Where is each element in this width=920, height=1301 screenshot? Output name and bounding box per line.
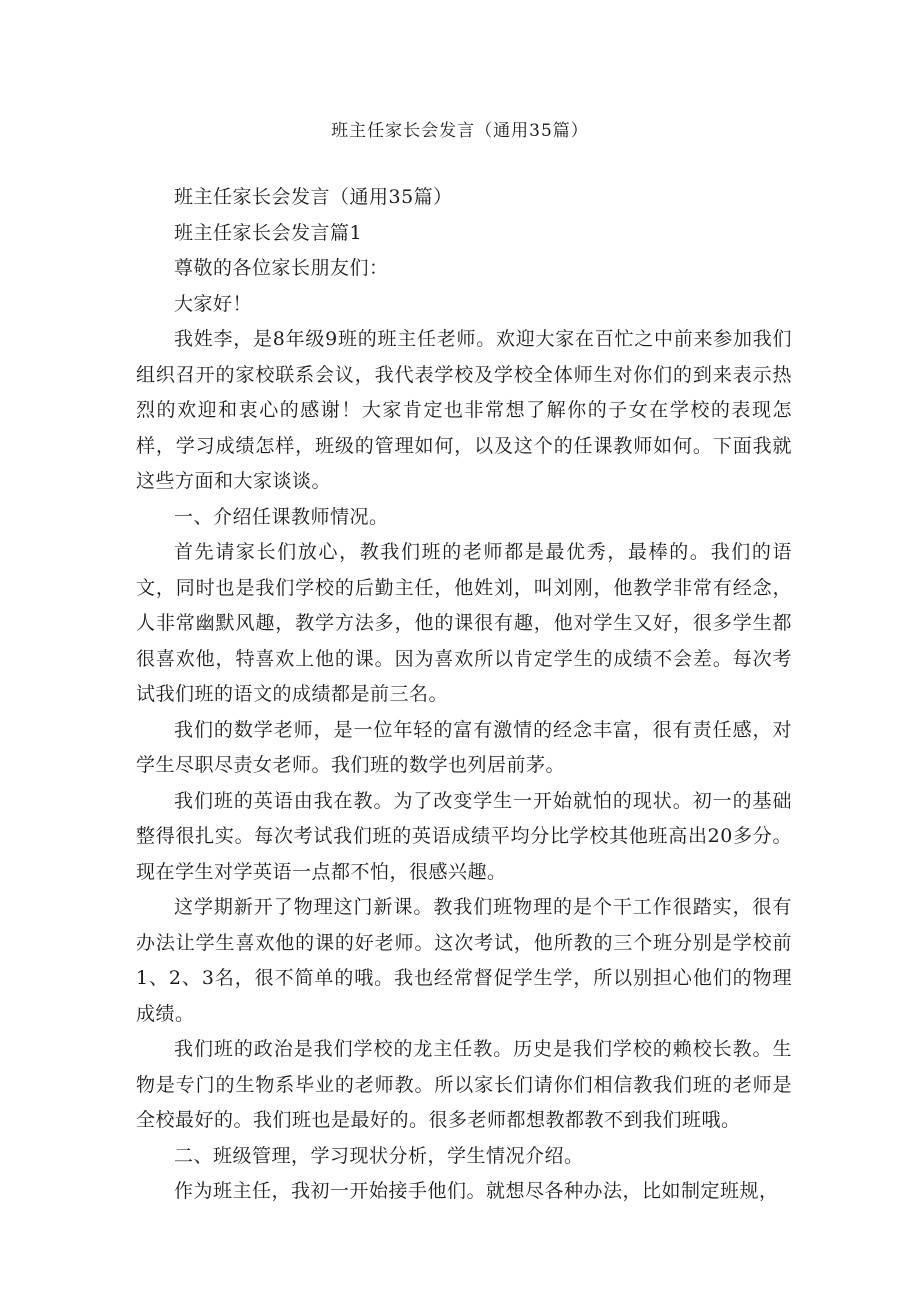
- document-body: [136, 180, 792, 1210]
- paragraph: 我们班的英语由我在教。为了改变学生一开始就怕的现状。初一的基础整得很扎实。每次考试我们班的英语成绩平均分比学校其他班高出20多分。现在学生对学英语一点都不怕，很感兴趣。: [136, 789, 792, 883]
- paragraph: 作为班主任，我初一开始接手他们。就想尽各种办法，比如制定班规，: [174, 1180, 779, 1202]
- section-heading: 班主任家长会发言篇1: [174, 221, 363, 244]
- paragraph: 首先请家长们放心，教我们班的老师都是最优秀，最棒的。我们的语文，同时也是我们学校的后勤主任，他姓刘，叫刘刚，他教学非常有经念，人非常幽默风趣，教学方法多，他的课很有趣，他对学生又好，很多学生都很喜欢他，特喜欢上他的课。因为喜欢所以肯定学生的成绩不会差。每次考试我们班的语文的成绩都是前三名。: [136, 541, 792, 705]
- paragraph: 这学期新开了物理这门新课。教我们班物理的是个干工作很踏实，很有办法让学生喜欢他的课的好老师。这次考试，他所教的三个班分别是学校前1、2、3名，很不简单的哦。我也经常督促学生学，所以别担心他们的物理成绩。: [136, 896, 792, 1025]
- document-title: 班主任家长会发言（通用35篇）: [331, 121, 589, 141]
- section-title: 班主任家长会发言（通用35篇）: [174, 186, 453, 208]
- subheading: 一、介绍任课教师情况。: [174, 505, 389, 528]
- subheading: 二、班级管理，学习现状分析，学生情况介绍。: [174, 1144, 584, 1167]
- salutation: 尊敬的各位家长朋友们：: [174, 257, 389, 279]
- greeting: 大家好！: [174, 292, 253, 315]
- paragraph: 我们班的政治是我们学校的龙主任教。历史是我们学校的赖校长教。生物是专门的生物系毕业的老师教。所以家长们请你们相信教我们班的老师是全校最好的。我们班也是最好的。很多老师都想教都教不到我们班哦。: [136, 1038, 792, 1131]
- paragraph: 我们的数学老师，是一位年轻的富有激情的经念丰富，很有责任感，对学生尽职尽责女老师。我们班的数学也列居前茅。: [136, 718, 792, 776]
- paragraph: 我姓李，是8年级9班的班主任老师。欢迎大家在百忙之中前来参加我们组织召开的家校联系会议，我代表学校及学校全体师生对你们的到来表示热烈的欢迎和衷心的感谢！大家肯定也非常想了解你的子女在学校的表现怎样，学习成绩怎样，班级的管理如何，以及这个的任课教师如何。下面我就这些方面和大家谈谈。: [136, 328, 792, 492]
